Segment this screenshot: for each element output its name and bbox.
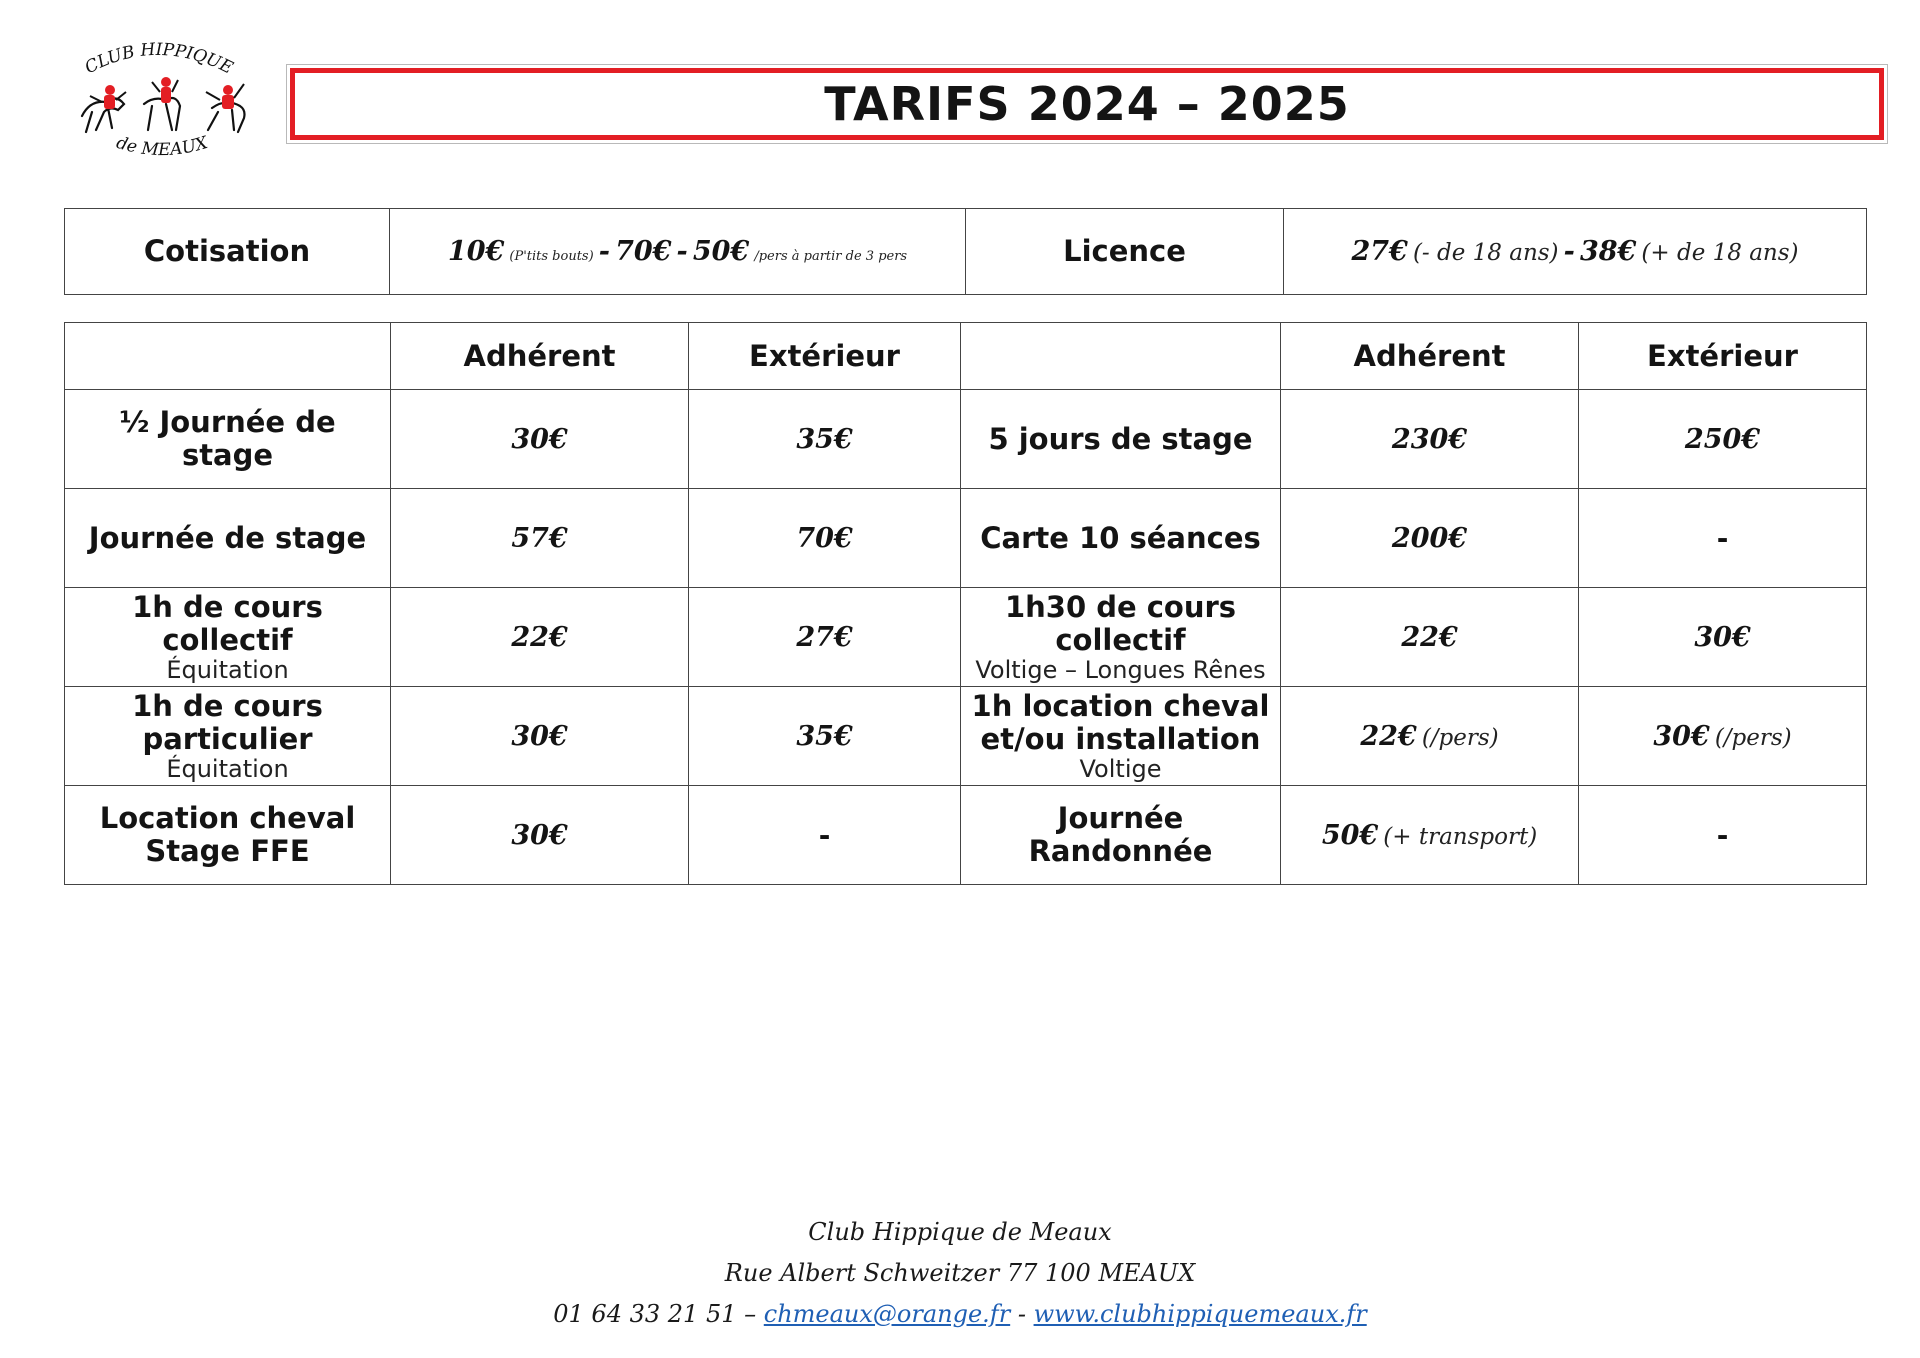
adherent-price: 57€ [511,522,568,554]
logo-text-top: CLUB HIPPIQUE [81,39,236,79]
row-label-cell [961,588,1281,687]
header-exterieur: Extérieur [749,338,900,373]
row-label: ½ Journée de stage [119,405,336,472]
cotisation-price-2: 70€ [615,236,672,267]
adherent-price: 200€ [1391,522,1468,554]
exterieur-price: 250€ [1684,423,1761,455]
adherent-price-cell [1281,786,1579,885]
adherent-price: 50€ [1321,819,1379,851]
adherent-price-cell [391,687,689,786]
row-label-cell [65,588,391,687]
row-label: Location cheval Stage FFE [99,801,356,868]
table-header-row [65,323,1867,390]
footer-email-link[interactable]: chmeaux@orange.fr [763,1300,1011,1328]
exterieur-price: 27€ [796,621,853,653]
adherent-price: 30€ [511,720,568,752]
row-label: 1h location cheval et/ou installation [971,688,1270,756]
licence-price-2-note: (+ de 18 ans) [1641,240,1799,266]
exterieur-price-cell [689,786,961,885]
adherent-price-cell [1281,489,1579,588]
adherent-price-cell [391,588,689,687]
exterieur-price-cell [1579,588,1867,687]
exterieur-price-cell [689,390,961,489]
table-row [65,687,1867,786]
table-row [65,209,1867,295]
table-row [65,588,1867,687]
adherent-price: 230€ [1391,423,1468,455]
exterieur-price-cell [689,687,961,786]
cotisation-separator: - [598,236,610,267]
exterieur-price-cell [689,588,961,687]
exterieur-price: 35€ [796,720,853,752]
header-adherent: Adhérent [463,338,616,373]
exterieur-price: 35€ [796,423,853,455]
licence-label: Licence [1063,234,1186,268]
table-row [65,489,1867,588]
club-logo [62,38,262,168]
header-adherent: Adhérent [1353,338,1506,373]
header-cell [689,323,961,390]
licence-price-1: 27€ [1351,236,1408,267]
exterieur-price: 70€ [796,522,853,554]
adherent-price-cell [391,390,689,489]
licence-separator: - [1563,236,1575,267]
exterieur-price: 30€ [1653,720,1710,752]
svg-text:CLUB HIPPIQUE [82,40,237,79]
row-sublabel: Équitation [166,655,289,684]
adherent-price: 22€ [1401,621,1458,653]
adherent-price-cell [391,489,689,588]
exterieur-price-cell [1579,489,1867,588]
row-sublabel: Équitation [166,754,289,783]
title-box [290,68,1884,140]
row-label-cell [961,390,1281,489]
footer-club-name: Club Hippique de Meaux [808,1218,1112,1246]
adherent-price: 30€ [511,819,568,851]
footer-contact-line [0,1294,1920,1335]
exterieur-price-cell [689,489,961,588]
licence-price-1-note: (- de 18 ans) [1412,240,1559,266]
header-empty-cell [65,323,391,390]
row-label-cell [65,390,391,489]
exterieur-price-note: (/pers) [1714,724,1792,751]
footer-address: Rue Albert Schweitzer 77 100 MEAUX [724,1259,1196,1287]
row-label: 5 jours de stage [988,421,1253,456]
logo-text-bottom: de MEAUX [113,132,211,161]
adherent-price-note: (+ transport) [1383,823,1538,850]
cotisation-label: Cotisation [143,234,311,268]
licence-label-cell [966,209,1284,295]
cotisation-price-3-note: /pers à partir de 3 pers [754,249,908,264]
adherent-price-cell [391,786,689,885]
adherent-price-cell [1281,390,1579,489]
header-cell [1579,323,1867,390]
adherent-price: 22€ [511,621,568,653]
cotisation-price-1-note: (P'tits bouts) [509,249,594,264]
exterieur-price: - [1716,521,1729,555]
exterieur-price-cell [1579,390,1867,489]
cotisation-licence-table [64,208,1867,295]
row-label-cell [961,687,1281,786]
footer-separator: - [1017,1300,1026,1328]
header-cell [1281,323,1579,390]
adherent-price-note: (/pers) [1421,724,1499,751]
licence-price-2: 38€ [1579,236,1637,267]
row-label: 1h de cours collectif [132,589,323,657]
footer [0,1212,1920,1335]
licence-price-cell [1284,209,1867,295]
exterieur-price: - [818,818,831,852]
row-label-cell [961,489,1281,588]
row-label: 1h30 de cours collectif [1004,589,1237,657]
exterieur-price-cell [1579,687,1867,786]
tarifs-table [64,322,1867,885]
footer-website-link[interactable]: www.clubhippiquemeaux.fr [1033,1300,1367,1328]
cotisation-price-3: 50€ [692,236,750,267]
exterieur-price-cell [1579,786,1867,885]
header-cell [391,323,689,390]
row-label: Carte 10 séances [980,520,1261,555]
adherent-price-cell [1281,687,1579,786]
table-row [65,390,1867,489]
adherent-price: 22€ [1360,720,1417,752]
row-label-cell [65,786,391,885]
header-exterieur: Extérieur [1647,338,1798,373]
cotisation-separator: - [676,236,688,267]
row-label: Journée Randonnée [1028,801,1213,868]
cotisation-label-cell [65,209,390,295]
header-empty-cell [961,323,1281,390]
footer-separator: – [744,1300,757,1328]
exterieur-price: 30€ [1694,621,1751,653]
row-label-cell [961,786,1281,885]
row-label-cell [65,489,391,588]
cotisation-price-cell [390,209,966,295]
row-label: Journée de stage [88,520,367,555]
row-sublabel: Voltige – Longues Rênes [975,655,1266,684]
tarifs-body [65,390,1867,885]
title-frame [286,64,1888,144]
footer-phone: 01 64 33 21 51 [553,1300,737,1328]
page-title: TARIFS 2024 – 2025 [824,77,1350,131]
svg-text:de MEAUX [114,133,211,161]
row-label: 1h de cours particulier [132,688,323,756]
adherent-price-cell [1281,588,1579,687]
row-label-cell [65,687,391,786]
exterieur-price: - [1716,818,1729,852]
cotisation-price-1: 10€ [447,236,505,267]
adherent-price: 30€ [511,423,568,455]
horse-riders-logo-icon [62,38,262,168]
row-sublabel: Voltige [1079,754,1162,783]
table-row [65,786,1867,885]
